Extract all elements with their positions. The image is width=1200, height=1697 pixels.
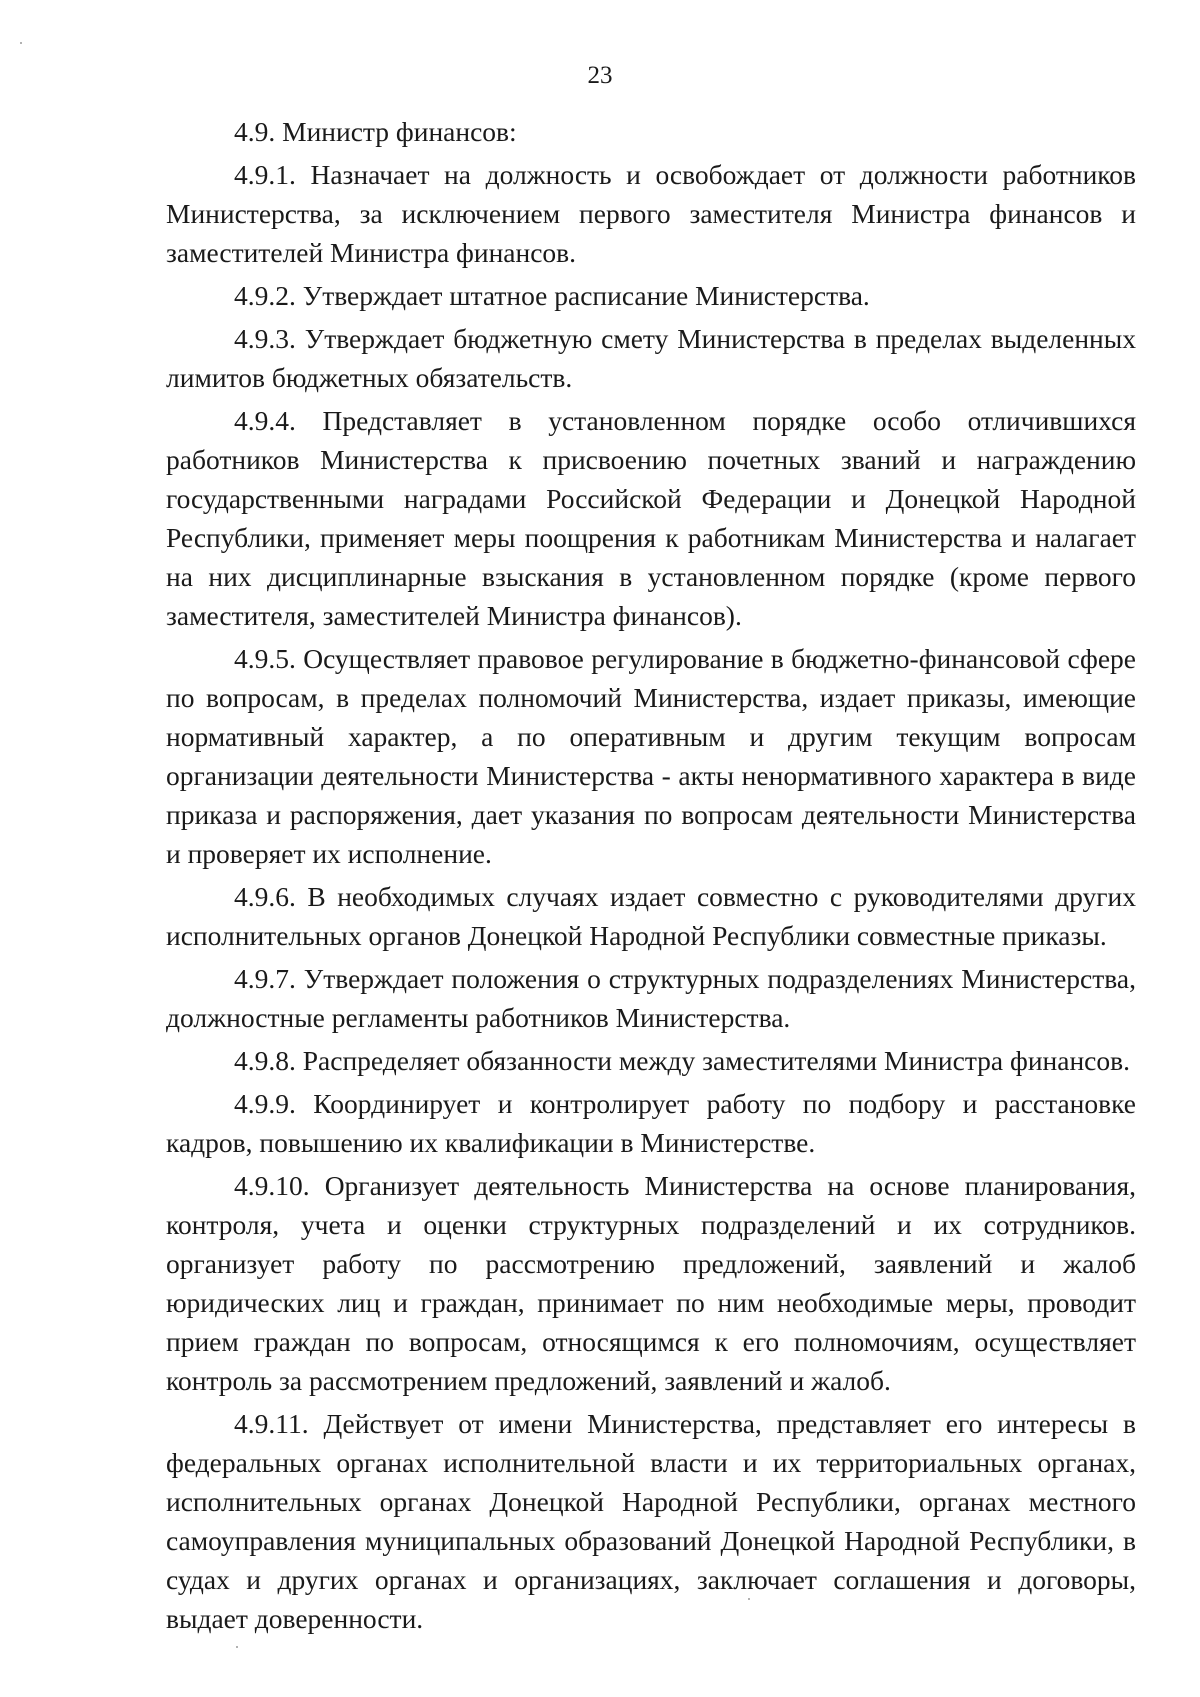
clause-4-9-11: 4.9.11. Действует от имени Министерства, представляет его интересы в федеральных органах исполнительной власти и их территориальных органах, исполнительных органах Донецкой Народной Республики, органах местного самоуправления муниципальных образований Донецкой Народной Республики, в судах и других органах и организациях, заключает соглашения и договоры, выдает доверенности. [166, 1408, 1136, 1634]
clause-4-9-8: 4.9.8. Распределяет обязанности между заместителями Министра финансов. [234, 1045, 1130, 1076]
scan-speck [20, 42, 22, 44]
scan-speck [236, 1646, 238, 1648]
page-number: 23 [587, 62, 613, 89]
clause-4-9-2: 4.9.2. Утверждает штатное расписание Министерства. [234, 280, 870, 311]
clause-4-9-3: 4.9.3. Утверждает бюджетную смету Министерства в пределах выделенных лимитов бюджетных обязательств. [166, 323, 1136, 393]
clause-4-9-5: 4.9.5. Осуществляет правовое регулирование в бюджетно-финансовой сфере по вопросам, в пределах полномочий Министерства, издает приказы, имеющие нормативный характер, а по оперативным и другим текущим вопросам организации деятельности Министерства - акты ненормативного характера в виде приказа и распоряжения, дает указания по вопросам деятельности Министерства и проверяет их исполнение. [166, 643, 1136, 869]
clause-4-9-1: 4.9.1. Назначает на должность и освобождает от должности работников Министерства, за исключением первого заместителя Министра финансов и заместителей Министра финансов. [166, 159, 1136, 268]
document-body [166, 112, 1136, 1642]
clause-4-9-10: 4.9.10. Организует деятельность Министерства на основе планирования, контроля, учета и оценки структурных подразделений и их сотрудников. организует работу по рассмотрению предложений, заявлений и жалоб юридических лиц и граждан, принимает по ним необходимые меры, проводит прием граждан по вопросам, относящимся к его полномочиям, осуществляет контроль за рассмотрением предложений, заявлений и жалоб. [166, 1170, 1136, 1396]
clause-4-9-6: 4.9.6. В необходимых случаях издает совместно с руководителями других исполнительных органов Донецкой Народной Республики совместные приказы. [166, 881, 1136, 951]
clause-4-9-7: 4.9.7. Утверждает положения о структурных подразделениях Министерства, должностные регламенты работников Министерства. [166, 963, 1136, 1033]
section-heading: 4.9. Министр финансов: [234, 116, 517, 147]
clause-4-9-9: 4.9.9. Координирует и контролирует работу по подбору и расстановке кадров, повышению их квалификации в Министерстве. [166, 1088, 1136, 1158]
clause-4-9-4: 4.9.4. Представляет в установленном порядке особо отличившихся работников Министерства к присвоению почетных званий и награждению государственными наградами Российской Федерации и Донецкой Народной Республики, применяет меры поощрения к работникам Министерства и налагает на них дисциплинарные взыскания в установленном порядке (кроме первого заместителя, заместителей Министра финансов). [166, 405, 1136, 631]
